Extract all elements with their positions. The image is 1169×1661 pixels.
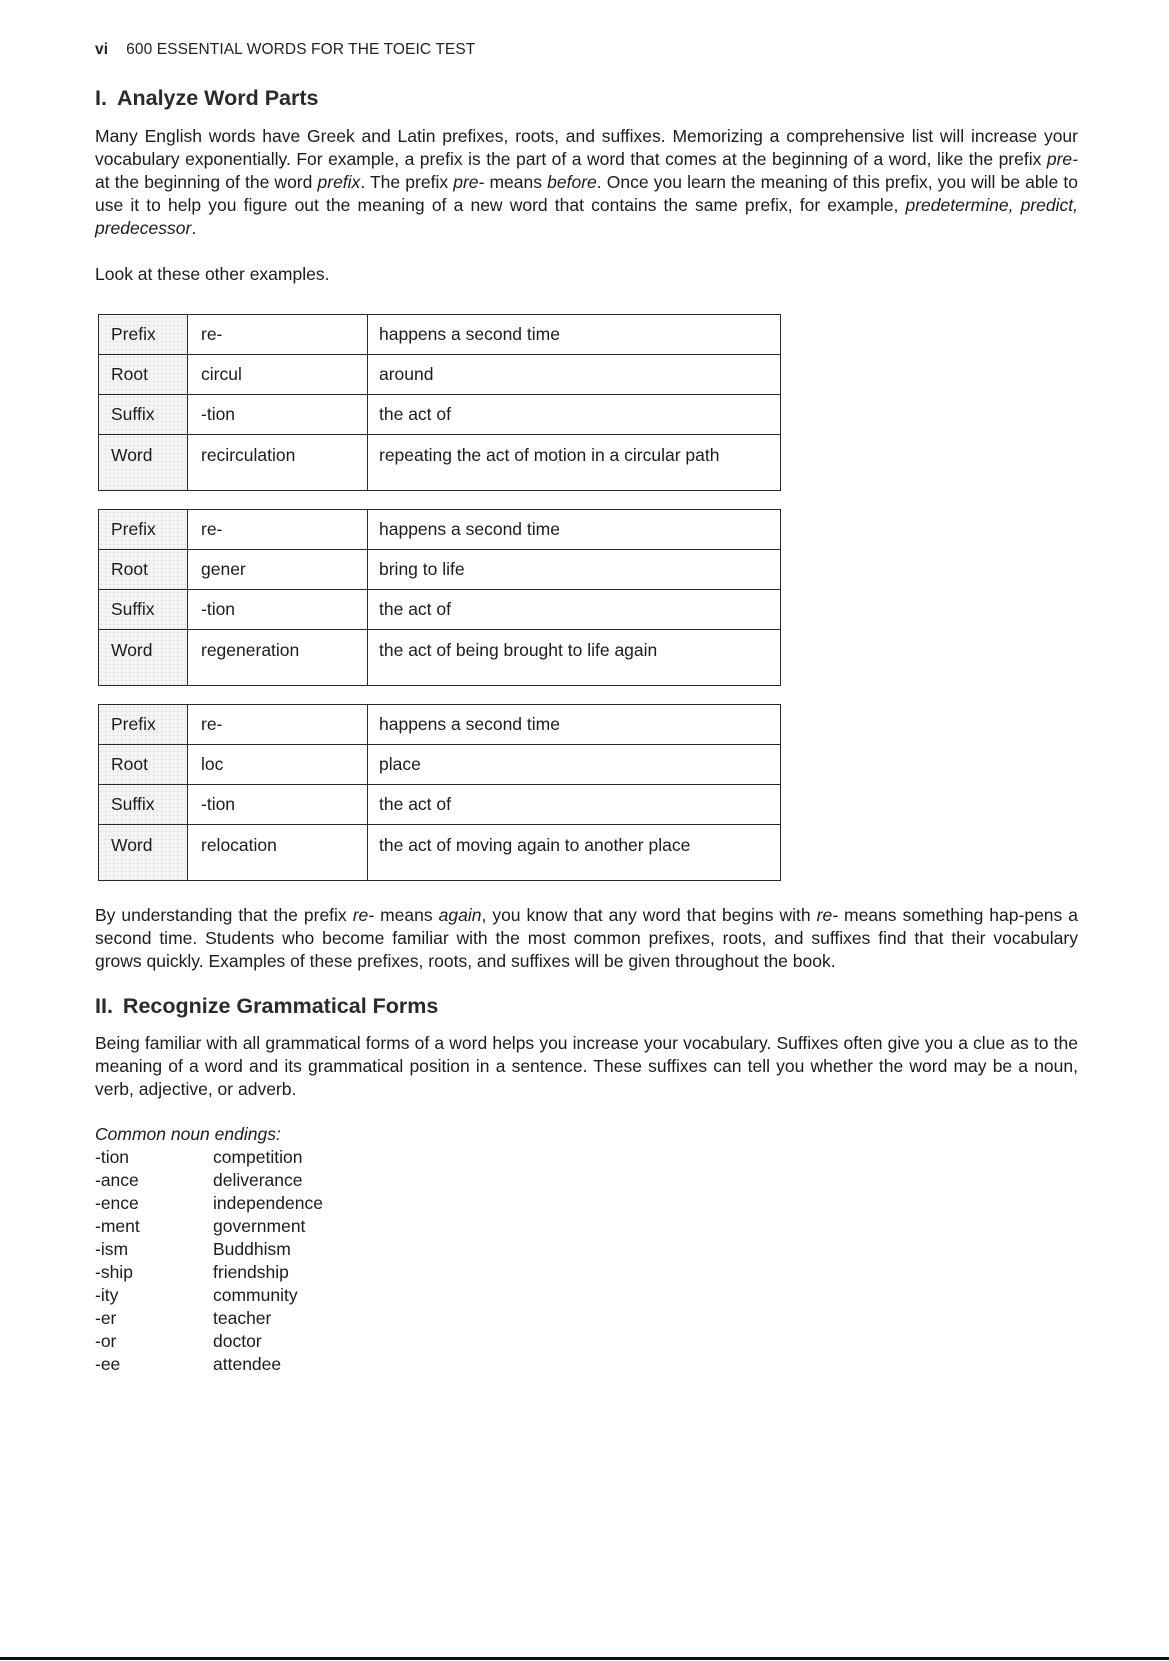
table-row — [99, 395, 781, 435]
suffix: -ence — [95, 1193, 139, 1213]
text-run: . — [191, 218, 197, 238]
section-title: Analyze Word Parts — [116, 86, 319, 110]
table-row — [99, 630, 781, 686]
word-part: re- — [188, 315, 368, 355]
text-run: means — [374, 905, 439, 925]
text-run: By understanding that the prefix — [95, 905, 353, 925]
meaning: happens a second time — [368, 705, 781, 745]
word-part: loc — [188, 745, 368, 785]
text-run: . Once you learn the meaning of this prefix, you will be able to use it to help you figure out the meaning of a new word that contains the same prefix, for example, — [95, 172, 1078, 215]
suffix: -ee — [95, 1354, 121, 1374]
meaning: place — [368, 745, 781, 785]
italic-term: pre- — [1046, 149, 1078, 169]
list-item — [95, 1353, 323, 1376]
examples-lead: Look at these other examples. — [95, 264, 330, 284]
suffix: -er — [95, 1308, 117, 1328]
table-row — [99, 745, 781, 785]
list-item — [95, 1307, 323, 1330]
list-caption: Common noun endings: — [95, 1124, 281, 1144]
section-number: I. — [95, 86, 107, 110]
meaning: repeating the act of motion in a circular path — [368, 435, 781, 491]
section-number: II. — [95, 994, 113, 1018]
table-row — [99, 550, 781, 590]
table-row — [99, 510, 781, 550]
meaning: the act of moving again to another place — [368, 825, 781, 881]
book-title: 600 ESSENTIAL WORDS FOR THE TOEIC TEST — [126, 41, 476, 58]
word-part: recirculation — [188, 435, 368, 491]
table-row — [99, 435, 781, 491]
row-label: Prefix — [99, 510, 188, 550]
word-part: relocation — [188, 825, 368, 881]
meaning: happens a second time — [368, 315, 781, 355]
suffix: -ance — [95, 1170, 139, 1190]
meaning: around — [368, 355, 781, 395]
example-word: independence — [213, 1193, 323, 1213]
list-item — [95, 1169, 323, 1192]
suffix: -tion — [95, 1147, 130, 1167]
table-row — [99, 590, 781, 630]
scan-edge-divider — [0, 1657, 1169, 1660]
text-run: means something hap-pens a second time. Students who become familiar with the most common prefixes, roots, and suffixes find that their vocabulary grows quickly. Examples of these prefixes, roots, and suffixes will be given throughout the book. — [95, 905, 1079, 971]
list-item — [95, 1215, 323, 1238]
list-item — [95, 1261, 323, 1284]
meaning: the act of — [368, 590, 781, 630]
italic-term: prefix — [317, 172, 361, 192]
table-row — [99, 825, 781, 881]
noun-endings-list — [95, 1123, 323, 1376]
row-label: Root — [99, 745, 188, 785]
meaning: bring to life — [368, 550, 781, 590]
meaning: the act of — [368, 395, 781, 435]
word-parts-table-relocation — [98, 704, 781, 881]
meaning: the act of — [368, 785, 781, 825]
row-label: Word — [99, 630, 188, 686]
row-label: Suffix — [99, 590, 188, 630]
example-word: government — [213, 1216, 306, 1236]
grammatical-forms-paragraph: Being familiar with all grammatical forms of a word helps you increase your vocabulary. Suffixes often give you a clue as to the meaning of a word and its grammatical position in a sentence. These suffixes can tell you whether the word may be a noun, verb, adjective, or adverb. — [95, 1033, 1078, 1099]
word-parts-table-regeneration — [98, 509, 781, 686]
section-heading-analyze-word-parts — [95, 86, 318, 111]
list-item — [95, 1284, 323, 1307]
word-part: -tion — [188, 395, 368, 435]
row-label: Prefix — [99, 315, 188, 355]
table-row — [99, 705, 781, 745]
word-part: circul — [188, 355, 368, 395]
row-label: Root — [99, 355, 188, 395]
meaning: happens a second time — [368, 510, 781, 550]
list-item — [95, 1330, 323, 1353]
row-label: Word — [99, 435, 188, 491]
word-part: regeneration — [188, 630, 368, 686]
example-word: deliverance — [213, 1170, 303, 1190]
example-word: doctor — [213, 1331, 262, 1351]
section-heading-recognize-grammatical-forms — [95, 994, 438, 1019]
running-head — [95, 41, 475, 59]
word-part: -tion — [188, 590, 368, 630]
word-part: gener — [188, 550, 368, 590]
suffix: -ity — [95, 1285, 119, 1305]
italic-term: pre- — [453, 172, 485, 192]
text-run: at the beginning of the word — [95, 172, 318, 192]
table-row — [99, 785, 781, 825]
word-parts-table-recirculation — [98, 314, 781, 491]
italic-term: re- — [352, 905, 375, 925]
meaning: the act of being brought to life again — [368, 630, 781, 686]
text-run: , you know that any word that begins with — [481, 905, 817, 925]
row-label: Suffix — [99, 785, 188, 825]
italic-term: again — [438, 905, 482, 925]
example-word: community — [213, 1285, 298, 1305]
suffix: -ment — [95, 1216, 140, 1236]
italic-term: predetermine, predict, predecessor — [95, 195, 1078, 238]
text-run: Many English words have Greek and Latin prefixes, roots, and suffixes. Memorizing a comprehensive list will increase your vocabulary exponentially. For example, a prefix is the part of a word that comes at the beginning of a word, like the prefix — [95, 126, 1078, 169]
list-item — [95, 1146, 323, 1169]
suffix: -ship — [95, 1262, 133, 1282]
italic-term: before — [547, 172, 597, 192]
page-number: vi — [95, 41, 109, 58]
word-part: re- — [188, 705, 368, 745]
summary-paragraph — [95, 904, 1078, 973]
table-row — [99, 355, 781, 395]
example-word: attendee — [213, 1354, 282, 1374]
section-title: Recognize Grammatical Forms — [122, 994, 439, 1018]
suffix: -ism — [95, 1239, 129, 1259]
example-word: competition — [213, 1147, 303, 1167]
text-run: means — [484, 172, 548, 192]
table-row — [99, 315, 781, 355]
text-run: . The prefix — [360, 172, 454, 192]
italic-term: re- — [816, 905, 839, 925]
word-part: re- — [188, 510, 368, 550]
example-word: friendship — [213, 1262, 289, 1282]
example-word: Buddhism — [213, 1239, 291, 1259]
intro-paragraph — [95, 125, 1078, 240]
example-word: teacher — [213, 1308, 272, 1328]
row-label: Word — [99, 825, 188, 881]
suffix: -or — [95, 1331, 117, 1351]
row-label: Suffix — [99, 395, 188, 435]
list-item — [95, 1192, 323, 1215]
list-item — [95, 1238, 323, 1261]
word-part: -tion — [188, 785, 368, 825]
row-label: Root — [99, 550, 188, 590]
row-label: Prefix — [99, 705, 188, 745]
